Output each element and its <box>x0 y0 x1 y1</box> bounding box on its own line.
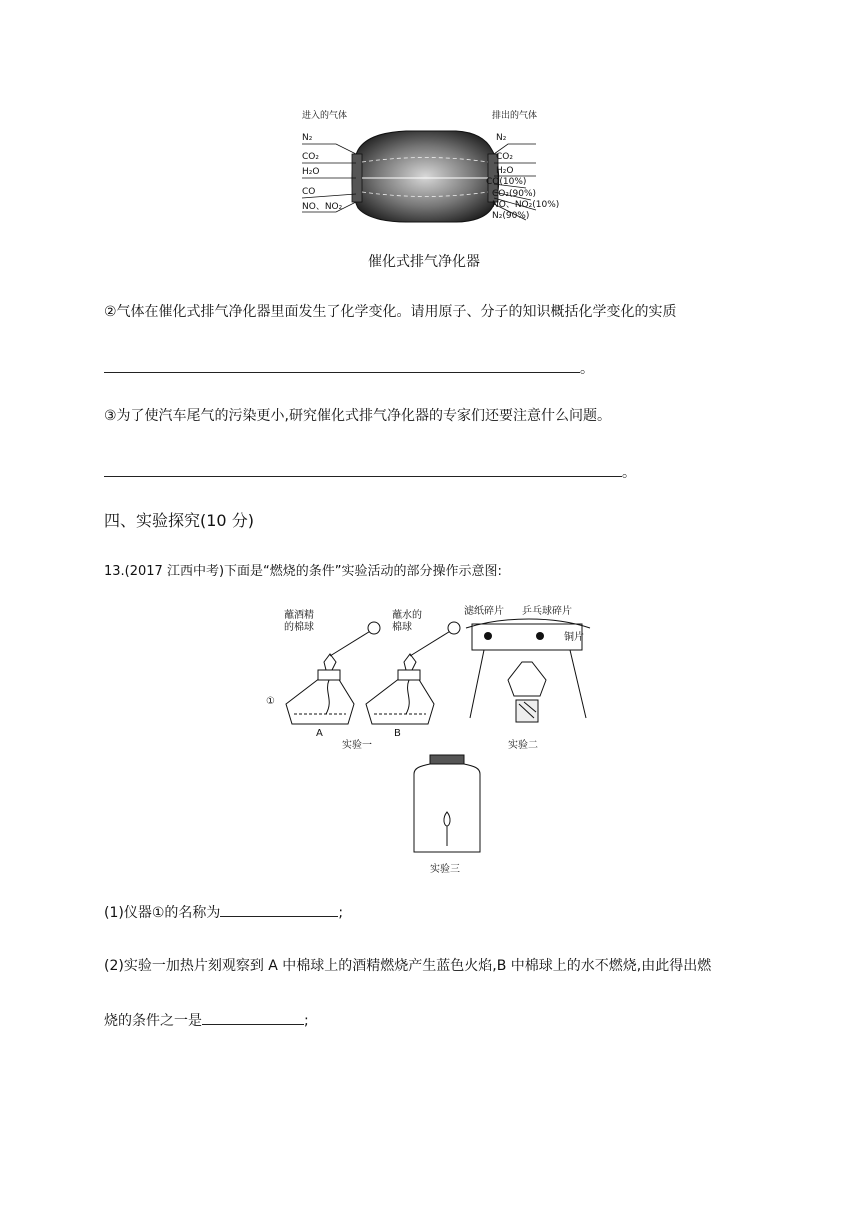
caption-experiment-1: 实验一 <box>342 740 372 751</box>
in-gas-co2: CO₂ <box>302 152 319 162</box>
in-gas-co: CO <box>302 187 316 197</box>
in-gas-h2o: H₂O <box>302 167 320 177</box>
label-water-cotton-2: 棉球 <box>392 622 412 633</box>
figure1-caption: 催化式排气净化器 <box>368 254 480 270</box>
label-copper: 铜片 <box>564 632 584 643</box>
out-gas-h2o: H₂O <box>496 166 514 176</box>
out-gas-co: CO(10%) <box>486 177 527 187</box>
caption-experiment-2: 实验二 <box>508 740 538 751</box>
label-water-cotton: 蘸水的 <box>392 610 422 621</box>
question-13-text: 13.(2017 江西中考)下面是“燃烧的条件”实验活动的部分操作示意图: <box>104 564 502 579</box>
sentence-end: ; <box>304 1013 309 1029</box>
answer-blank[interactable] <box>104 462 622 477</box>
answer-blank[interactable] <box>220 902 338 917</box>
question-2-answer-line[interactable] <box>104 358 594 379</box>
label-alcohol-cotton: 蘸酒精 <box>284 610 314 621</box>
sentence-end: ; <box>338 905 344 921</box>
section-title: 四、实验探究(10 分) <box>104 511 254 530</box>
in-gas-title: 进入的气体 <box>302 111 348 121</box>
out-gas-n2-90: N₂(90%) <box>492 211 530 221</box>
label-a: A <box>316 728 323 739</box>
in-gas-n2: N₂ <box>302 133 313 143</box>
subquestion-1 <box>104 902 343 923</box>
subquestion-2-line1: (2)实验一加热片刻观察到 A 中棉球上的酒精燃烧产生蓝色火焰,B 中棉球上的水不燃烧,由此得出燃 <box>104 958 712 974</box>
out-gas-n2: N₂ <box>496 133 507 143</box>
answer-blank[interactable] <box>104 358 580 373</box>
out-gas-co2-90: CO₂(90%) <box>492 189 537 199</box>
label-filter-paper: 滤纸碎片 <box>464 606 504 617</box>
label-pingpong: 乒乓球碎片 <box>522 606 572 617</box>
label-b: B <box>394 728 401 739</box>
subquestion-1-text: (1)仪器①的名称为 <box>104 905 221 921</box>
answer-blank[interactable] <box>202 1010 304 1025</box>
question-3-text: ③为了使汽车尾气的污染更小,研究催化式排气净化器的专家们还要注意什么问题。 <box>104 408 611 424</box>
sentence-end: 。 <box>622 465 636 481</box>
marker-instrument-1: ① <box>266 696 275 707</box>
out-gas-co2: CO₂ <box>496 152 513 162</box>
subquestion-2-line2 <box>104 1010 309 1031</box>
sentence-end: 。 <box>580 361 594 377</box>
caption-experiment-3: 实验三 <box>430 864 460 875</box>
out-gas-title: 排出的气体 <box>492 111 538 121</box>
subquestion-2-text: 烧的条件之一是 <box>104 1013 202 1029</box>
combustion-experiment-figure <box>264 600 604 880</box>
in-gas-nox: NO、NO₂ <box>302 202 343 212</box>
catalytic-converter-figure <box>296 100 566 230</box>
question-3-answer-line[interactable] <box>104 462 636 483</box>
label-alcohol-cotton-2: 的棉球 <box>284 622 314 633</box>
out-gas-nox-10: NO、NO₂(10%) <box>492 200 560 210</box>
question-2-text: ②气体在催化式排气净化器里面发生了化学变化。请用原子、分子的知识概括化学变化的实质 <box>104 304 677 320</box>
